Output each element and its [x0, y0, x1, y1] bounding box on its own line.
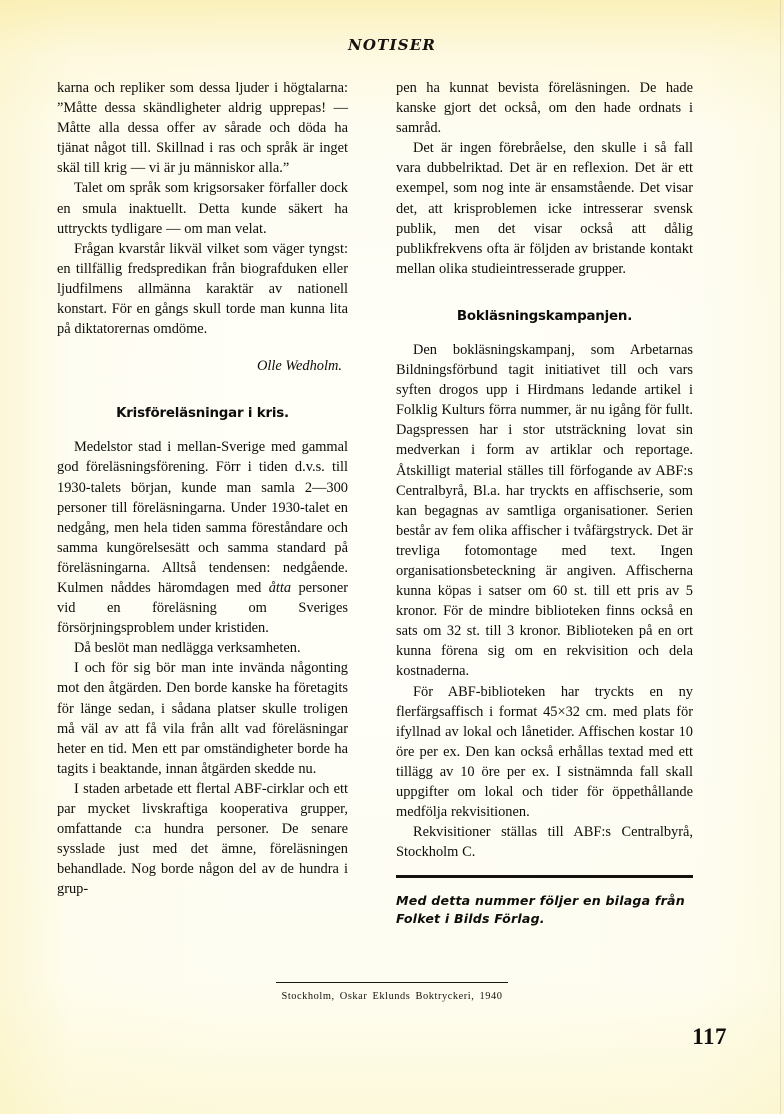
para-talet-om-sprak: Talet om språk som krigsorsaker förfaller dock en smula inaktuellt. Detta kunde säkert ha uttryckts tydligare — om man velat.	[57, 180, 348, 237]
page-number: 117	[692, 1024, 727, 1049]
footer-note: Med detta nummer följer en bilaga från Folket i Bilds Förlag.	[396, 893, 685, 927]
para-det-ar-ingen: Det är ingen förebråelse, den skulle i så fall vara dubbelriktad. Det är en reflexion. Det är ett exempel, som nog inte är ensamstående. Det visar det, att krisproblemen icke intresserar svensk publik, men det visar också att dålig publikfrekvens ofta är följden av bristande kontakt mellan olika studieintresserade grupper.	[396, 140, 693, 277]
running-head: NOTISER	[347, 36, 437, 54]
para-medelstor-stad-seg-2: personer vid en föreläsning om Sveriges försörjningsproblem under kristiden.	[57, 579, 349, 637]
para-for-abf-biblioteken: För ABF-biblioteken har tryckts en ny flerfärgsaffisch i format 45×32 cm. med plats för ifyllnad av lokal och lånetider. Affischen kostar 10 öre per ex. Den kan också erhållas textad med ett tillägg av 10 öre per ex. I sistnämnda fall skall uppgifter om lokal och tider för öppethållande medfölja rekvisitionen.	[396, 683, 693, 821]
page-edge	[780, 0, 781, 1114]
section-heading-krisforelasningar: Krisföreläsningar i kris.	[116, 406, 289, 422]
article-signature: Olle Wedholm.	[256, 358, 342, 375]
colophon-text: Stockholm, Oskar Eklunds Boktryckeri, 1940	[281, 991, 503, 1002]
para-fragan-kvarstar: Frågan kvarstår likväl vilket som väger tyngst: en tillfällig fredspredikan från biografduken eller ljudfilmens allmänna karaktär av nationell konstart. För en gångs skull torde man kunna lita på diktatorernas omdöme.	[57, 240, 348, 338]
spacer-before-heading	[57, 376, 348, 406]
para-rekvisitioner-stalles: Rekvisitioner ställas till ABF:s Centralbyrå, Stockholm C.	[396, 824, 693, 861]
footer-note-rule	[396, 875, 693, 878]
spacer-before-heading-2	[396, 279, 693, 309]
para-medelstor-stad-seg-0: Medelstor stad i mellan-Sverige med gammal god föreläsningsförening. Förr i tiden d.v.s. till 1930-talets början, kunde man samla 2—300 personer till föreläsningarna. Under 1930-talet en nedgång, men hela tiden samma föreståndare och samma kungörelsesätt och samma standard på föreläsningarna. Alltså tendensen: nedgående. Kulmen nåddes häromdagen med	[57, 439, 348, 596]
para-karna-och-repliker: karna och repliker som dessa ljuder i högtalarna: ”Måtte dessa skändligheter aldrig upprepas! — Måtte alla dessa offer av sårade och döda ha tjänat något till. Skillnad i ras och språk är inget skäl till krig — vi är ju människor alla.”	[57, 80, 348, 177]
para-i-och-for-sig: I och för sig bör man inte invända någonting mot den åtgärden. Den borde kanske ha företagits för länge sedan, i sådana platser skulle troligen må väl av att få vila från allt vad föreläsningar heter en tid. Men ett par omständigheter borde ha tagits i beaktande, innan åtgärden skedde nu.	[57, 660, 348, 777]
spacer-before-signature	[57, 339, 348, 356]
para-pen-ha-kunnat: pen ha kunnat bevista föreläsningen. De hade kanske gjort det också, om den hade ordnats i samråd.	[396, 80, 693, 137]
colophon-rule	[276, 982, 508, 983]
right-column	[396, 78, 693, 928]
left-column	[57, 78, 348, 928]
para-medelstor-stad-emphasis: åtta	[268, 579, 292, 596]
section-heading-boklasningskampanjen: Bokläsningskampanjen.	[456, 308, 633, 324]
para-i-staden-arbetade: I staden arbetade ett flertal ABF-cirklar och ett par mycket livskraftiga kooperativa grupper, omfattande c:a hundra personer. De senare sysslade just med det ämne, föreläsningen behandlade. Nog borde någon del av de hundra i grup-	[57, 780, 348, 898]
spacer-after-heading-2	[396, 324, 693, 340]
body-columns	[57, 78, 693, 928]
para-da-beslot-man: Då beslöt man nedlägga verksamheten.	[74, 640, 301, 657]
spacer-after-heading	[57, 421, 348, 437]
colophon	[0, 982, 784, 1002]
para-medelstor-stad	[57, 437, 348, 638]
para-den-boklasningskampanj: Den bokläsningskampanj, som Arbetarnas Bildningsförbund tagit initiativet till och vars syften drogos upp i Hirdmans ledande artikel i Folklig Kulturs förra nummer, är nu igång för fullt. Dagspressen har i stor utsträckning lovat sin medverkan i form av artiklar och reportage. Åtskilligt material ställes till förfogande av ABF:s Centralbyrå, Bl.a. har tryckts en affischserie, som kan begagnas av samtliga organisationer. Serien består av fem olika affischer i tvåfärgstryck. Det är trevliga fotomontage med text. Ingen organisationsbeteckning är angiven. Affischerna kunna köpas i satser om 60 st. till ett pris av 5 kronor. För de mindre biblioteken finns också en sats om 32 st. till 3 kronor. Biblioteken på en ort kunna förena sig om en rekvisition och dela kostnaderna.	[396, 341, 693, 680]
